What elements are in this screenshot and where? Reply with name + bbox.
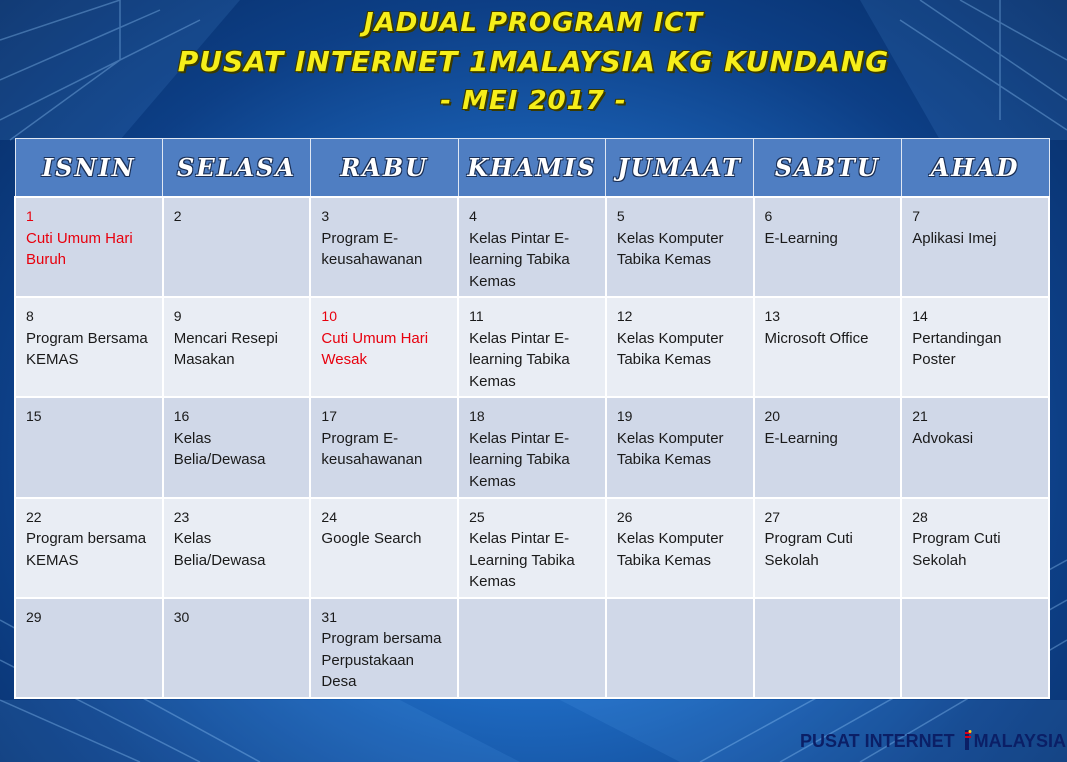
day-number: 17 [321,408,337,425]
day-number: 24 [321,508,337,525]
day-number: 11 [469,308,484,325]
day-event: Program bersama KEMAS [26,530,147,569]
calendar-day-cell [458,498,606,598]
calendar-day-cell [163,498,311,598]
day-event: Google Search [321,530,422,548]
day-number: 30 [173,608,190,625]
calendar-day-cell [15,498,163,598]
day-event: Kelas Pintar E-learning Tabika Kemas [469,429,570,490]
day-number: 2 [173,208,182,224]
calendar-day-cell [458,397,606,497]
day-header-selasa: SELASA [163,139,311,198]
day-number: 25 [469,508,485,525]
calendar-day-cell [163,297,311,397]
day-event: Cuti Umum Hari Buruh [26,229,133,268]
calendar-week-row [15,598,1049,698]
calendar-day-cell [901,297,1049,397]
day-header-jumaat: JUMAAT [606,139,754,198]
calendar-week-row [15,297,1049,397]
brand-text-right: MALAYSIA [973,731,1067,751]
day-event: Kelas Komputer Tabika Kemas [616,429,724,469]
day-number: 4 [469,208,477,224]
brand-text-left: PUSAT INTERNET [800,731,960,751]
day-event: E-Learning [764,229,838,247]
day-header-ahad: AHAD [901,139,1049,198]
day-number: 27 [764,508,781,525]
day-header-khamis: KHAMIS [458,139,606,198]
calendar-day-cell [901,598,1049,698]
day-number: 15 [26,408,42,425]
day-header-isnin: ISNIN [15,139,163,198]
calendar-day-cell [310,397,458,497]
day-event: Kelas Belia/Dewasa [173,429,266,469]
calendar-table [14,138,1050,699]
day-event: Cuti Umum Hari Wesak [321,329,429,369]
calendar-day-cell [754,498,902,598]
day-event: Kelas Pintar E-learning Tabika Kemas [469,329,570,390]
title-line-1: JADUAL PROGRAM ICT [363,8,704,38]
calendar-day-cell [606,297,754,397]
calendar-day-cell [606,598,754,698]
day-event: Program Cuti Sekolah [912,530,1001,569]
calendar-day-cell [15,197,163,297]
calendar-day-cell [310,197,458,297]
day-event: Pertandingan Poster [912,329,1002,369]
day-number: 22 [26,508,42,525]
day-event: Program E-keusahawanan [321,429,423,469]
day-event: Kelas Komputer Tabika Kemas [616,229,724,268]
calendar-header-row [15,139,1049,198]
day-number: 19 [616,408,633,425]
day-number: 7 [912,208,921,224]
calendar-day-cell [754,397,902,497]
day-number: 23 [173,508,190,525]
calendar-day-cell [163,397,311,497]
calendar-day-cell [754,297,902,397]
calendar-week-row [15,498,1049,598]
day-event: Kelas Komputer Tabika Kemas [616,329,724,369]
day-number: 20 [764,408,781,425]
day-number: 31 [321,608,337,625]
day-number: 3 [321,208,330,224]
day-number: 5 [616,208,625,224]
day-event: Advokasi [912,429,974,447]
day-number: 13 [764,308,781,325]
day-event: Kelas Pintar E-Learning Tabika Kemas [469,530,575,591]
day-event: Program Bersama KEMAS [26,329,148,369]
calendar-day-cell [606,498,754,598]
day-event: Program E-keusahawanan [321,229,423,268]
calendar-day-cell [310,598,458,698]
day-event: E-Learning [764,429,838,447]
day-event: Kelas Pintar E-learning Tabika Kemas [469,229,570,290]
day-number: 9 [173,308,182,325]
day-event: Kelas Belia/Dewasa [173,530,266,569]
calendar-day-cell [901,498,1049,598]
calendar-day-cell [458,197,606,297]
day-event: Aplikasi Imej [912,229,997,247]
title-block [0,6,1067,114]
title-line-3: - MEI 2017 - [440,86,627,116]
calendar-day-cell [606,197,754,297]
flag-icon [961,730,973,750]
calendar-day-cell [15,397,163,497]
day-event: Kelas Komputer Tabika Kemas [616,530,724,569]
brand-logo [800,730,1066,752]
calendar-week-row [15,197,1049,297]
day-event: Microsoft Office [764,329,869,347]
day-number: 6 [764,208,773,224]
day-event: Program bersama Perpustakaan Desa [321,630,442,691]
day-event: Program Cuti Sekolah [764,530,853,569]
calendar-day-cell [163,197,311,297]
calendar-day-cell [458,598,606,698]
calendar-day-cell [606,397,754,497]
calendar-day-cell [901,397,1049,497]
day-number: 21 [912,408,928,425]
day-header-sabtu: SABTU [754,139,902,198]
day-number: 16 [173,408,190,425]
day-number: 8 [26,308,34,325]
calendar-day-cell [310,498,458,598]
calendar-day-cell [15,297,163,397]
calendar-day-cell [754,197,902,297]
day-number: 26 [616,508,633,525]
day-number: 12 [616,308,633,325]
day-event: Mencari Resepi Masakan [173,329,278,369]
calendar-week-row [15,397,1049,497]
day-number: 18 [469,408,485,425]
calendar-day-cell [310,297,458,397]
calendar-day-cell [15,598,163,698]
day-header-rabu: RABU [310,139,458,198]
calendar-day-cell [754,598,902,698]
title-line-2: PUSAT INTERNET 1MALAYSIA KG KUNDANG [177,45,890,78]
day-number: 28 [912,508,928,525]
day-number: 1 [26,208,34,224]
calendar-day-cell [901,197,1049,297]
calendar-day-cell [458,297,606,397]
day-number: 29 [26,608,42,625]
day-number: 10 [321,308,337,325]
calendar-day-cell [163,598,311,698]
day-number: 14 [912,308,928,325]
